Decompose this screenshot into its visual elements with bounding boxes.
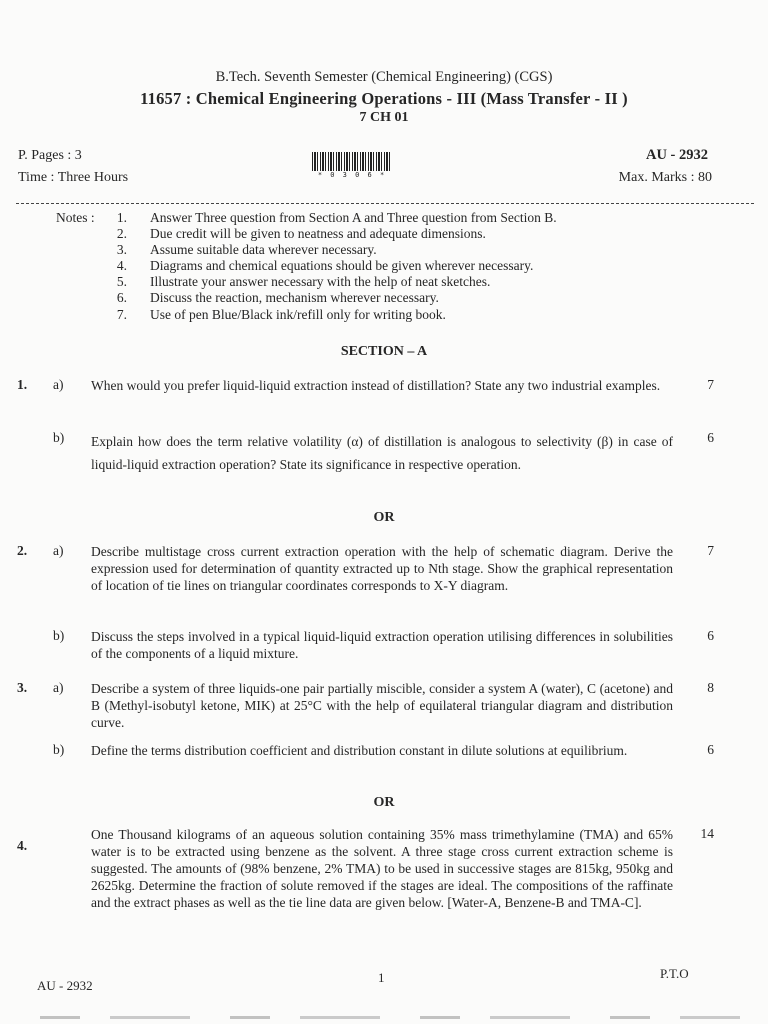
question-text: When would you prefer liquid-liquid extraction instead of distillation? State any two industrial examples. <box>91 378 661 393</box>
question-marks: 6 <box>707 628 714 643</box>
note-item: Assume suitable data wherever necessary. <box>150 242 377 257</box>
note-number: 4. <box>116 258 127 273</box>
paper-title: 11657 : Chemical Engineering Operations - III (Mass Transfer - II ) <box>140 89 628 108</box>
question-text: Discuss the steps involved in a typical liquid-liquid extraction operation utilising differences in solubilities of the components of a liquid mixture. <box>91 629 673 661</box>
header-divider <box>16 203 754 204</box>
note-number: 6. <box>116 290 127 305</box>
note-number: 1. <box>116 210 127 225</box>
question-text: Describe multistage cross current extraction operation with the help of schematic diagram. Derive the expression used for determination of quantity extracted up to Nth stage. Show the graphical representation of location of tie lines on triangular coordinates corresponds to X-Y diagram. <box>91 544 673 593</box>
question-text: Describe a system of three liquids-one pair partially miscible, consider a system A (water), C (acetone) and B (Methyl-isobutyl ketone, MIK) at 25°C with the help of equilateral triangular diagram and distribution curve. <box>91 681 673 730</box>
page-number: 1 <box>378 970 385 985</box>
subquestion-label: a) <box>53 377 64 392</box>
question-marks: 7 <box>707 543 714 558</box>
please-turn-over: P.T.O <box>660 966 689 981</box>
section-heading: SECTION – A <box>340 344 428 359</box>
note-item: Diagrams and chemical equations should be given wherever necessary. <box>150 258 534 273</box>
scan-artifact-line <box>40 1016 740 1019</box>
note-item: Discuss the reaction, mechanism wherever necessary. <box>150 290 439 305</box>
subquestion-label: a) <box>53 543 64 558</box>
page-count: P. Pages : 3 <box>18 148 82 163</box>
subquestion-label: a) <box>53 680 64 695</box>
footer-exam-code: AU - 2932 <box>37 978 93 993</box>
barcode-bars <box>312 152 392 171</box>
question-number: 1. <box>17 377 28 392</box>
time-allowed: Time : Three Hours <box>18 170 129 185</box>
question-text: Define the terms distribution coefficient and distribution constant in dilute solutions at equilibrium. <box>91 743 628 758</box>
exam-program-line: B.Tech. Seventh Semester (Chemical Engineering) (CGS) <box>215 69 553 85</box>
barcode-number: * 0 3 0 6 * <box>317 171 387 179</box>
note-item: Use of pen Blue/Black ink/refill only for writing book. <box>150 307 446 322</box>
note-number: 5. <box>116 274 127 289</box>
or-divider: OR <box>373 795 395 810</box>
question-number: 2. <box>17 543 28 558</box>
question-number: 4. <box>17 838 28 853</box>
question-number: 3. <box>17 680 28 695</box>
note-number: 3. <box>116 242 127 257</box>
note-item: Due credit will be given to neatness and adequate dimensions. <box>150 226 486 241</box>
note-number: 2. <box>116 226 127 241</box>
question-marks: 7 <box>707 377 714 392</box>
barcode <box>312 152 392 180</box>
question-text: Explain how does the term relative volatility (α) of distillation is analogous to selectivity (β) in case of liquid-liquid extraction operation? State its significance in respective operation. <box>91 434 673 472</box>
question-marks: 6 <box>707 742 714 757</box>
note-number: 7. <box>116 307 127 322</box>
note-item: Answer Three question from Section A and Three question from Section B. <box>150 210 557 225</box>
subquestion-label: b) <box>53 628 65 643</box>
or-divider: OR <box>373 510 395 525</box>
question-marks: 8 <box>707 680 714 695</box>
exam-code: AU - 2932 <box>645 147 708 163</box>
max-marks: Max. Marks : 80 <box>618 170 712 185</box>
note-item: Illustrate your answer necessary with the help of neat sketches. <box>150 274 491 289</box>
question-text: One Thousand kilograms of an aqueous solution containing 35% mass trimethylamine (TMA) and 65% water is to be extracted using benzene as the solvent. A three stage cross current extraction scheme is suggested. The amounts of (98% benzene, 2% TMA) to be used in successive stages are 815kg, 950kg and 2625kg. Determine the fraction of solute removed if the stages are ideal. The compositions of the raffinate and the extract phases as well as the tie line data are given below. [Water-A, Benzene-B and TMA-C]. <box>91 827 673 910</box>
question-marks: 6 <box>707 430 714 445</box>
notes-label: Notes : <box>56 210 95 225</box>
question-marks: 14 <box>700 826 714 841</box>
subquestion-label: b) <box>53 430 65 445</box>
subquestion-label: b) <box>53 742 65 757</box>
paper-code: 7 CH 01 <box>359 110 409 125</box>
